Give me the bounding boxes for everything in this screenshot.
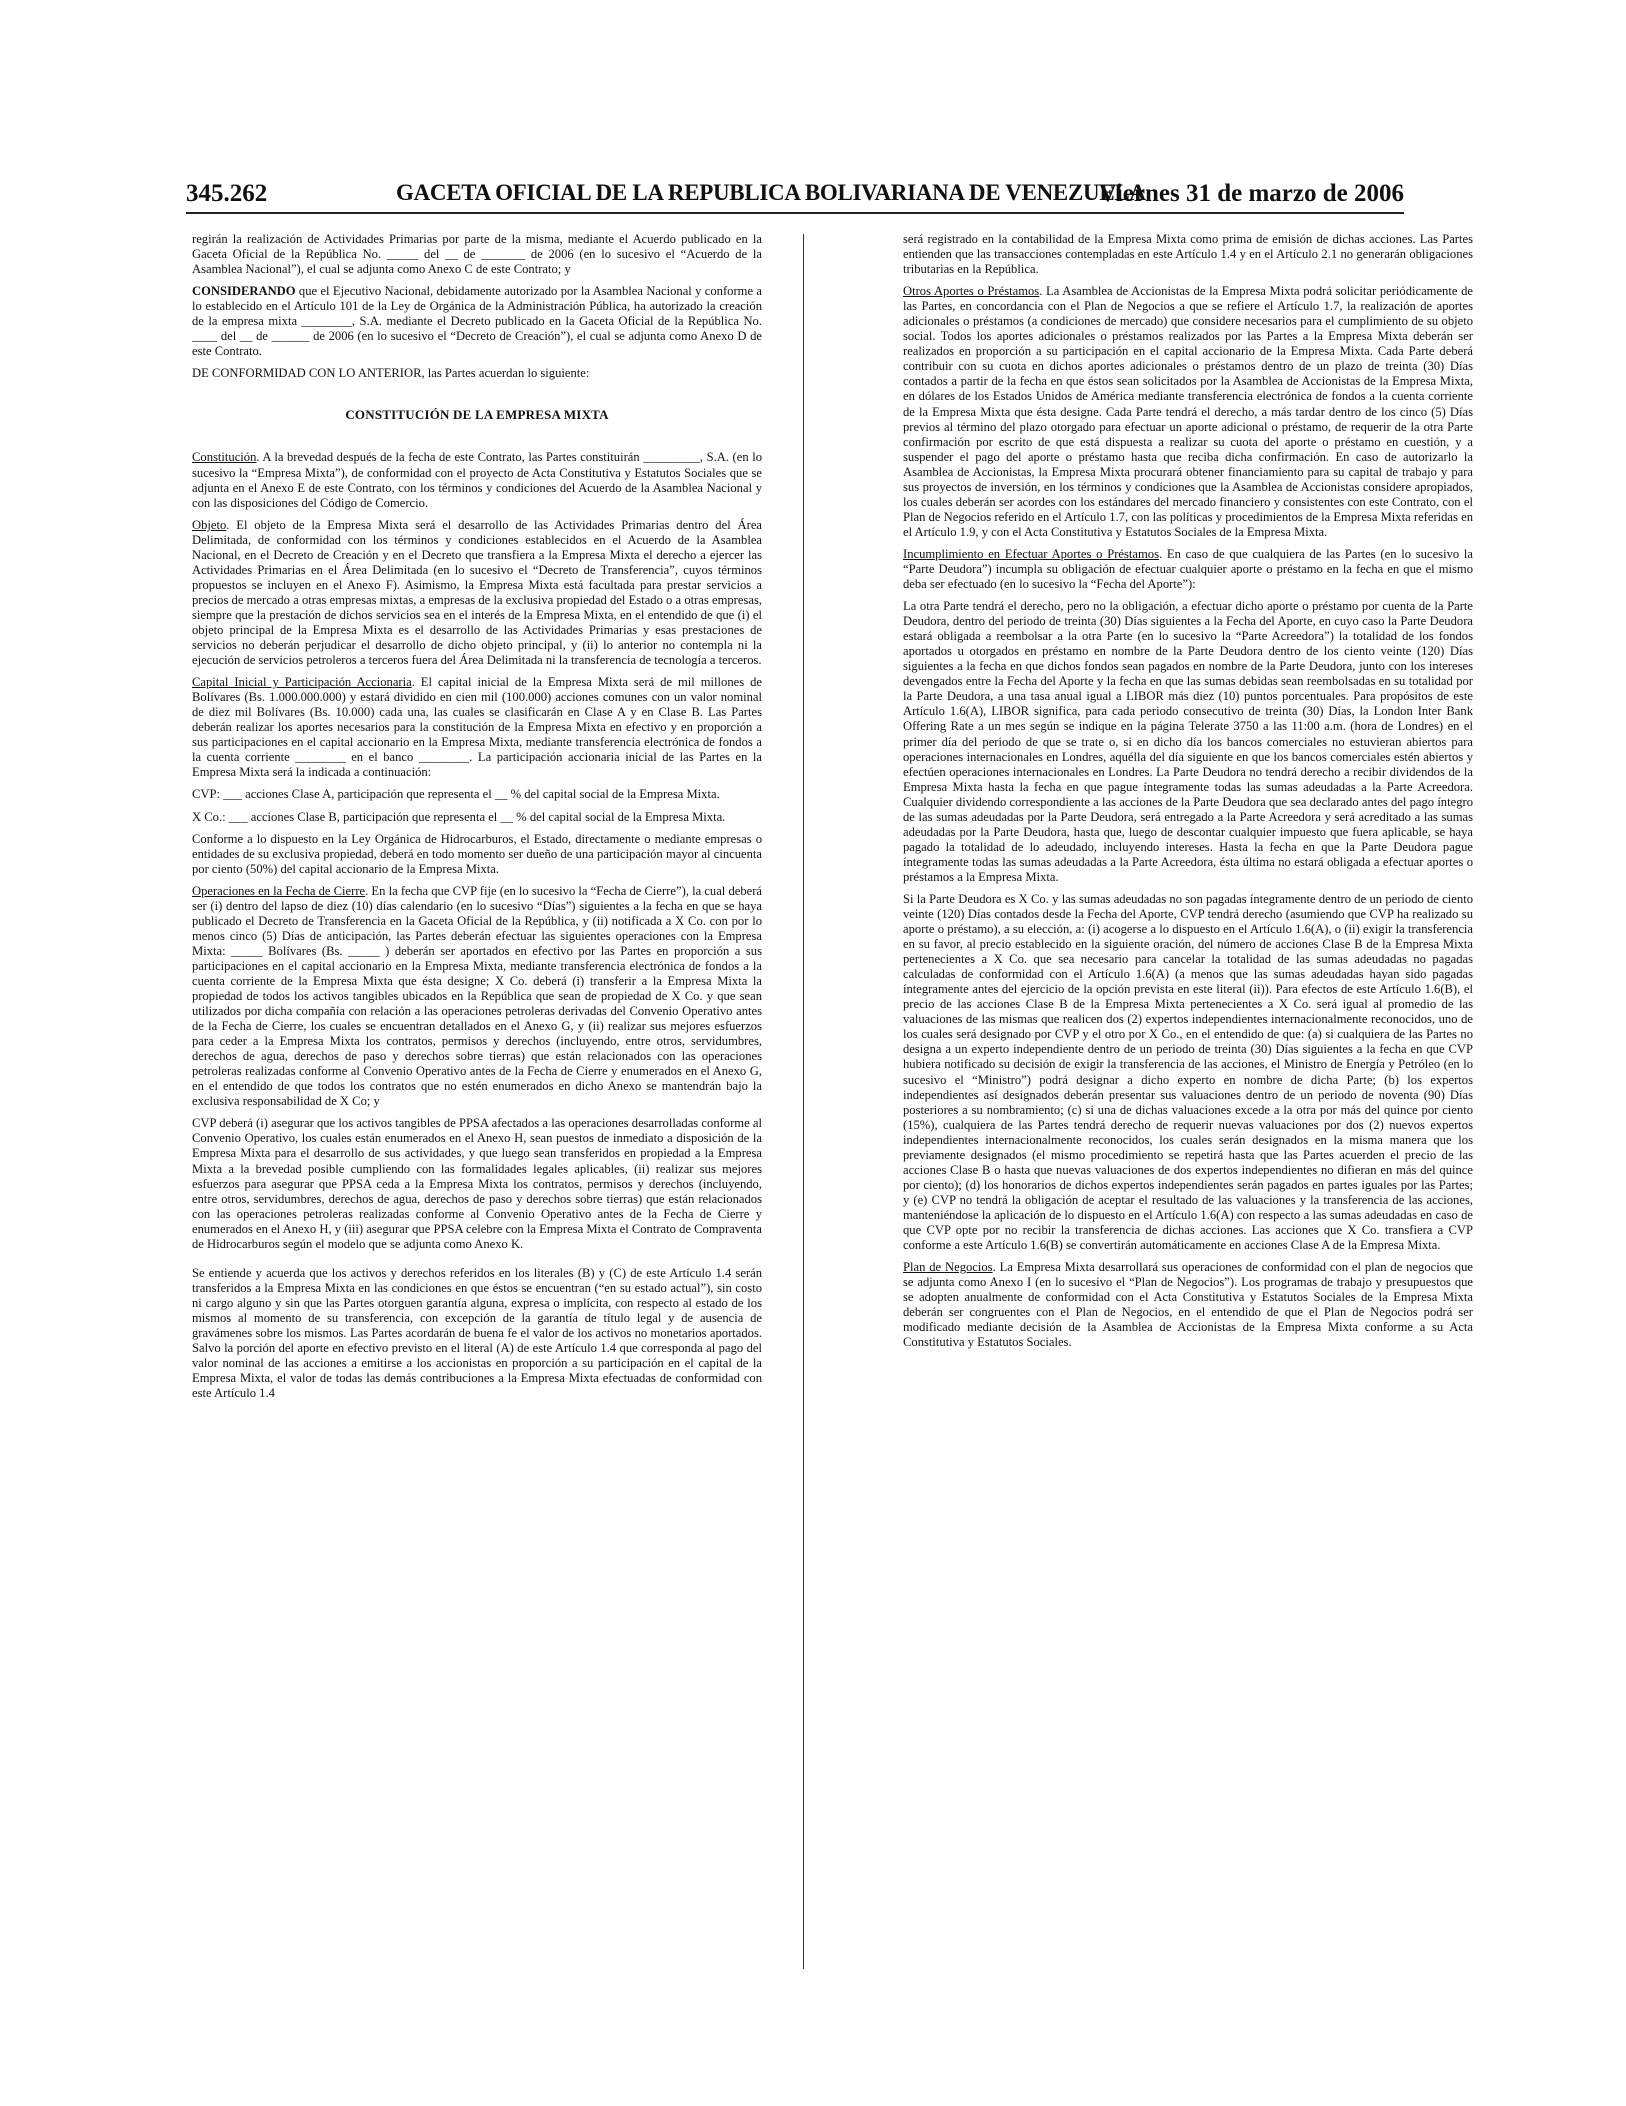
publication-date: Viernes 31 de marzo de 2006 [1098,180,1404,207]
clause-text: . En la fecha que CVP fije (en lo sucesivo la “Fecha de Cierre”), la cual deberá ser (i) dentro del lapso de diez (10) días calendario (en lo sucesivo “Días”) siguientes a la fecha en que se haya publicado el Decreto de Transferencia en la Gaceta Oficial de la República, y (ii) notificada a X Co. con por lo menos cinco (5) Días de anticipación, las Partes deberán efectuar las siguientes operaciones con la Empresa Mixta: _____ Bolívares (Bs. _____ ) deberán ser aportados en efectivo por las Partes en proporción a sus participaciones en el capital accionario en la Empresa Mixta, mediante transferencia electrónica de fondos a la cuenta corriente de la Empresa Mixta que ésta designe; X Co. deberá (i) transferir a la Empresa Mixta la propiedad de todos los activos tangibles ubicados en la República que sean de propiedad de X Co. y que sean utilizados por dicha compañía con relación a las operaciones petroleras derivadas del Convenio Operativo antes de la Fecha de Cierre, los cuales se encuentran detallados en el Anexo G, y (ii) realizar sus mejores esfuerzos para ceder a la Empresa Mixta los contratos, permisos y derechos (incluyendo, entre otros, servidumbres, derechos de agua, derechos de paso y derechos sobre tierras) que están relacionados con las operaciones petroleras realizadas conforme al Convenio Operativo antes de la Fecha de Cierre y enumerados en el Anexo G, en el entendido de que todos los contratos que no estén enumerados en dicho Anexo se mantendrán bajo la exclusiva responsabilidad de X Co; y [192,883,763,1109]
xco-share-line: X Co.: ___ acciones Clase B, participación que representa el __ % del capital social de la Empresa Mixta. [192,809,726,824]
clause-text: . El objeto de la Empresa Mixta será el desarrollo de las Actividades Primarias dentro del Área Delimitada, de conformidad con los términos y condiciones establecidos en el Acuerdo de la Asamblea Nacional, en el Decreto de Creación y en el Decreto que transfiera a la Empresa Mixta el derecho a ejercer las Actividades Primarias en el Área Delimitada (en lo sucesivo el “Decreto de Transferencia”, cuyos términos propuestos se incluyen en el Anexo F). Asimismo, la Empresa Mixta está facultada para prestar servicios a precios de mercado a otras empresas mixtas, a empresas de la exclusiva propiedad del Estado o a otras empresas, siempre que la prestación de dichos servicios sea en el interés de la Empresa Mixta, en el entendido de que (i) el objeto principal de la Empresa Mixta es el desarrollo de las Actividades Primarias y esas prestaciones de servicios no deberán perjudicar el desarrollo de dicho objeto principal, y (ii) lo anterior no contempla ni la ejecución de servicios petroleros a terceros fuera del Área Delimitada ni la transferencia de tecnología a terceros. [192,517,762,668]
clause-capital [192,675,762,780]
paragraph: será registrado en la contabilidad de la Empresa Mixta como prima de emisión de dichas acciones. Las Partes entienden que las transacciones contempladas en este Artículo 1.4 y en el Artículo 2.1 no generarán obligaciones tributarias en la República. [903,232,1473,277]
considerando-text: que el Ejecutivo Nacional, debidamente autorizado por la Asamblea Nacional y conforme a lo establecido en el Artículo 101 de la Ley de Orgánica de la Administración Pública, ha autorizado la creación de la empresa mixta ________, S.A. mediante el Decreto publicado en la Gaceta Oficial de la República No. ____ del __ de ______ de 2006 (en lo sucesivo el “Decreto de Creación”), el cual se adjunta como Anexo D de este Contrato. [192,284,762,359]
clause-incumplimiento [903,547,1473,592]
gazette-header [186,178,1404,214]
clause-otros-aportes [903,284,1473,540]
clause-constitucion [192,450,762,510]
gazette-title: GACETA OFICIAL DE LA REPUBLICA BOLIVARIANA DE VENEZUELA [396,180,1146,205]
clause-title: Capital Inicial y Participación Accionaria [192,675,412,690]
clause-operaciones [192,884,762,1110]
paragraph: La otra Parte tendrá el derecho, pero no la obligación, a efectuar dicho aporte o préstamo por cuenta de la Parte Deudora, dentro del periodo de treinta (30) Días siguientes a la Fecha del Aporte, en cuyo caso la Parte Deudora estará obligada a reembolsar a la otra Parte (en lo sucesivo la “Parte Acreedora”) la totalidad de los fondos aportados u otorgados en préstamo en nombre de la Parte Deudora dentro de los ciento veinte (120) Días siguientes a la fecha en que dichos fondos sean pagados en nombre de la Parte Deudora, junto con los intereses devengados entre la Fecha del Aporte y la fecha en que las sumas debidas sean reembolsadas en su totalidad por la Parte Deudora, a una tasa anual igual a LIBOR más diez (10) puntos porcentuales. Para propósitos de este Artículo 1.6(A), LIBOR significa, para cada periodo consecutivo de treinta (30) Días, la London Inter Bank Offering Rate a un mes según se indique en la página Telerate 3750 a las 11:00 a.m. (hora de Londres) en el primer día del periodo de que se trate o, si en dicho día los bancos comerciales no estuvieran abiertos para operaciones internacionales en Londres, aquélla del día siguiente en que los bancos comerciales estén abiertos y efectúen operaciones internacionales en Londres. La Parte Deudora no tendrá derecho a recibir dividendos de la Empresa Mixta hasta la fecha en que pague íntegramente todas las sumas adeudadas a la Parte Acreedora. Cualquier dividendo correspondiente a las acciones de la Parte Deudora que sea declarado antes del pago íntegro de las sumas adeudadas por la Parte Deudora, será entregado a la Parte Acreedora y será acreditado a las sumas adeudadas por la Parte Deudora, hasta que, luego de descontar cualquier impuesto que fuera aplicable, se haya pagado la totalidad de lo adeudado, incluyendo intereses. Hasta la fecha en que la Parte Deudora pague íntegramente todas las sumas adeudadas a la Parte Acreedora, ésta última no estará obligada a efectuar aportes o préstamos a la Empresa Mixta. [903,599,1473,884]
clause-title: Constitución [192,450,257,465]
paragraph: Se entiende y acuerda que los activos y derechos referidos en los literales (B) y (C) de este Artículo 1.4 serán transferidos a la Empresa Mixta en las condiciones en que éstos se encuentran (“en su estado actual”), sin costo ni cargo alguno y sin que las Partes otorguen garantía alguna, expresa o implícita, con respecto al estado de los mismos al momento de su transferencia, con excepción de la garantía de título legal y de ausencia de gravámenes sobre los mismos. Las Partes acordarán de buena fe el valor de los activos no monetarios aportados. Salvo la porción del aporte en efectivo previsto en el literal (A) de este Artículo 1.4 que corresponda al pago del valor nominal de las acciones a emitirse a los accionistas en proporción a su participación en el capital de la Empresa Mixta, el valor de todas las demás contribuciones a la Empresa Mixta efectuadas de conformidad con este Artículo 1.4 [192,1265,762,1401]
clause-title: Objeto [192,517,227,532]
paragraph: CVP deberá (i) asegurar que los activos tangibles de PPSA afectados a las operaciones desarrolladas conforme al Convenio Operativo, los cuales están enumerados en el Anexo H, sean puestos de inmediato a disposición de la Empresa Mixta para el desarrollo de sus actividades, y que luego sean transferidos en propiedad a la Empresa Mixta a la brevedad posible cumpliendo con las formalidades legales aplicables, (ii) realizar sus mejores esfuerzos para asegurar que PPSA ceda a la Empresa Mixta los contratos, permisos y derechos (incluyendo, entre otros, servidumbres, derechos de agua, derechos de paso y derechos sobre tierras) que están relacionados con las operaciones petroleras realizadas conforme al Convenio Operativo antes de la Fecha de Cierre y enumerados en el Anexo H, y (iii) asegurar que PPSA celebre con la Empresa Mixta el Contrato de Compraventa de Hidrocarburos según el modelo que se adjunta como Anexo K. [192,1116,762,1251]
considerando-paragraph [192,284,762,359]
left-column [192,232,762,1408]
considerando-lead: CONSIDERANDO [192,284,296,299]
paragraph: DE CONFORMIDAD CON LO ANTERIOR, las Partes acuerdan lo siguiente: [192,366,590,381]
section-heading: CONSTITUCIÓN DE LA EMPRESA MIXTA [345,407,609,423]
paragraph: Conforme a lo dispuesto en la Ley Orgánica de Hidrocarburos, el Estado, directamente o mediante empresas o entidades de su exclusiva propiedad, deberá en todo momento ser dueño de una participación mayor al cincuenta por ciento (50%) del capital accionario de la Empresa Mixta. [192,831,762,876]
clause-text: . La Asamblea de Accionistas de la Empresa Mixta podrá solicitar periódicamente de las Partes, en concordancia con el Plan de Negocios a que se refiere el Artículo 1.7, la realización de aportes adicionales o préstamos (a condiciones de mercado) que considere necesarios para el cumplimiento de su objeto social. Todos los aportes adicionales o préstamos realizados por las Partes a la Empresa Mixta deberán ser realizados en proporción a su participación en el capital accionario de la Empresa Mixta. Cada Parte deberá contribuir con su cuota en dichos aportes adicionales o préstamos dentro de un plazo de treinta (30) Días contados a partir de la fecha en que éstos sean solicitados por la Asamblea de Accionistas de la Empresa Mixta, en dólares de los Estados Unidos de América mediante transferencia electrónica de fondos a la cuenta corriente de la Empresa Mixta que ésta designe. Cada Parte tendrá el derecho, a más tardar dentro de los cinco (5) Días previos al término del plazo otorgado para efectuar un aporte adicional o préstamo, de requerir de la otra Parte confirmación por escrito de que está dispuesta a realizar su cuota del aporte o préstamo en cuestión, y a suspender el pago del aporte o préstamo hasta que reciba dicha confirmación. En caso de autorizarlo la Asamblea de Accionistas, la Empresa Mixta procurará obtener financiamiento para su capital de trabajo y para sus proyectos de inversión, en los términos y condiciones que la Asamblea de Accionistas considere apropiados, los cuales deberán ser acordes con los estándares del mercado financiero y consistentes con este Contrato, con el Plan de Negocios referido en el Artículo 1.7, con las políticas y procedimientos de la Empresa Mixta referidas en el Artículo 1.9, y con el Acta Constitutiva y Estatutos Sociales de la Empresa Mixta. [903,284,1473,539]
clause-title: Plan de Negocios [903,1260,993,1275]
clause-title: Operaciones en la Fecha de Cierre [192,883,366,898]
clause-text: . En caso de que cualquiera de las Partes (en lo sucesivo la “Parte Deudora”) incumpla su obligación de efectuar cualquier aporte o préstamo en la fecha en que el mismo deba ser efectuado (en lo sucesivo la “Fecha del Aporte”): [903,546,1473,592]
clause-text: . A la brevedad después de la fecha de este Contrato, las Partes constituirán _________, S.A. (en lo sucesivo la “Empresa Mixta”), de conformidad con el proyecto de Acta Constitutiva y Estatutos Sociales que se adjunta en el Anexo E de este Contrato, con los términos y condiciones del Acuerdo de la Asamblea Nacional y con las disposiciones del Código de Comercio. [192,450,762,510]
clause-plan-negocios [903,1260,1473,1350]
right-column [903,232,1473,1357]
column-divider [803,234,804,1969]
clause-title: Otros Aportes o Préstamos [903,284,1040,299]
clause-objeto [192,518,762,668]
paragraph: Si la Parte Deudora es X Co. y las sumas adeudadas no son pagadas íntegramente dentro de un periodo de ciento veinte (120) Días contados desde la Fecha del Aporte, CVP tendrá derecho (asumiendo que CVP ha realizado su aporte o préstamo), a su elección, a: (i) acogerse a lo dispuesto en el Artículo 1.6(A), o (ii) exigir la transferencia en su favor, al precio establecido en la siguiente oración, del número de acciones Clase B de la Empresa Mixta pertenecientes a X Co. que sea necesario para cancelar la totalidad de las sumas adeudadas no pagadas calculadas de conformidad con el Artículo 1.6(A) (a menos que las sumas adeudadas hayan sido pagadas íntegramente antes del ejercicio de la opción prevista en este literal (ii)). Para efectos de este Artículo 1.6(B), el precio de las acciones Clase B de la Empresa Mixta pertenecientes a X Co. será igual al promedio de las valuaciones de las mismas que realicen dos (2) expertos independientes internacionalmente reconocidos, uno de los cuales será designado por CVP y el otro por X Co., en el entendido de que: (a) si cualquiera de las Partes no designa a un experto independiente dentro de un periodo de treinta (30) Días siguientes a la fecha en que CVP hubiera notificado su decisión de exigir la transferencia de las acciones, el Ministro de Energía y Petróleo (en lo sucesivo el “Ministro”) podrá designar a dicho experto en nombre de dicha Parte; (b) los expertos independientes así designados deberán presentar sus valuaciones dentro de un periodo de noventa (90) Días posteriores a su nombramiento; (c) si una de dichas valuaciones excede a la otra por más del quince por ciento (15%), cualquiera de las Partes tendrá derecho de requerir nuevas valuaciones por dos (2) nuevos expertos independientes internacionalmente reconocidos, los cuales serán designados en la misma manera que los previamente designados (el mismo procedimiento se repetirá hasta que las Partes acuerden el precio de las acciones Clase B o hasta que nuevas valuaciones de dos expertos independientes no difieran en más del quince por ciento); (d) los honorarios de dichos expertos independientes serán pagados en partes iguales por las Partes; y (e) CVP no tendrá la obligación de aceptar el resultado de las valuaciones y la transferencia de las acciones, manteniéndose la aplicación de lo dispuesto en el Artículo 1.6(A) con respecto a las sumas adeudadas en caso de que CVP opte por no recibir la transferencia de dichas acciones. Las acciones que X Co. transfiera a CVP conforme a este Artículo 1.6(B) se convertirán automáticamente en acciones Clase A de la Empresa Mixta. [903,891,1473,1253]
paragraph: regirán la realización de Actividades Primarias por parte de la misma, mediante el Acuerdo publicado en la Gaceta Oficial de la República No. _____ del __ de _______ de 2006 (en lo sucesivo el “Acuerdo de la Asamblea Nacional”), el cual se adjunta como Anexo C de este Contrato; y [192,232,762,277]
clause-text: . La Empresa Mixta desarrollará sus operaciones de conformidad con el plan de negocios que se adjunta como Anexo I (en lo sucesivo el “Plan de Negocios”). Los programas de trabajo y presupuestos que se adopten anualmente de conformidad con el Acta Constitutiva y Estatutos Sociales de la Empresa Mixta deberán ser congruentes con el Plan de Negocios, en el entendido de que el Plan de Negocios podrá ser modificado mediante decisión de la Asamblea de Accionistas de la Empresa Mixta conforme a su Acta Constitutiva y Estatutos Sociales. [903,1260,1473,1350]
page-number: 345.262 [186,180,268,207]
cvp-share-line: CVP: ___ acciones Clase A, participación que representa el __ % del capital social de la Empresa Mixta. [192,787,720,802]
clause-title: Incumplimiento en Efectuar Aportes o Préstamos [903,546,1159,561]
clause-text: . El capital inicial de la Empresa Mixta será de mil millones de Bolívares (Bs. 1.000.000.000) y estará dividido en cien mil (100.000) acciones comunes con un valor nominal de diez mil Bolívares (Bs. 10.000) cada una, las cuales se clasificarán en Clase A y en Clase B. Las Partes deberán realizar los aportes necesarios para la constitución de la Empresa Mixta en efectivo y en proporción a sus participaciones en el capital accionario en la Empresa Mixta, mediante transferencia electrónica de fondos a la cuenta corriente ________ en el banco ________. La participación accionaria inicial de las Partes en la Empresa Mixta será la indicada a continuación: [192,675,762,780]
